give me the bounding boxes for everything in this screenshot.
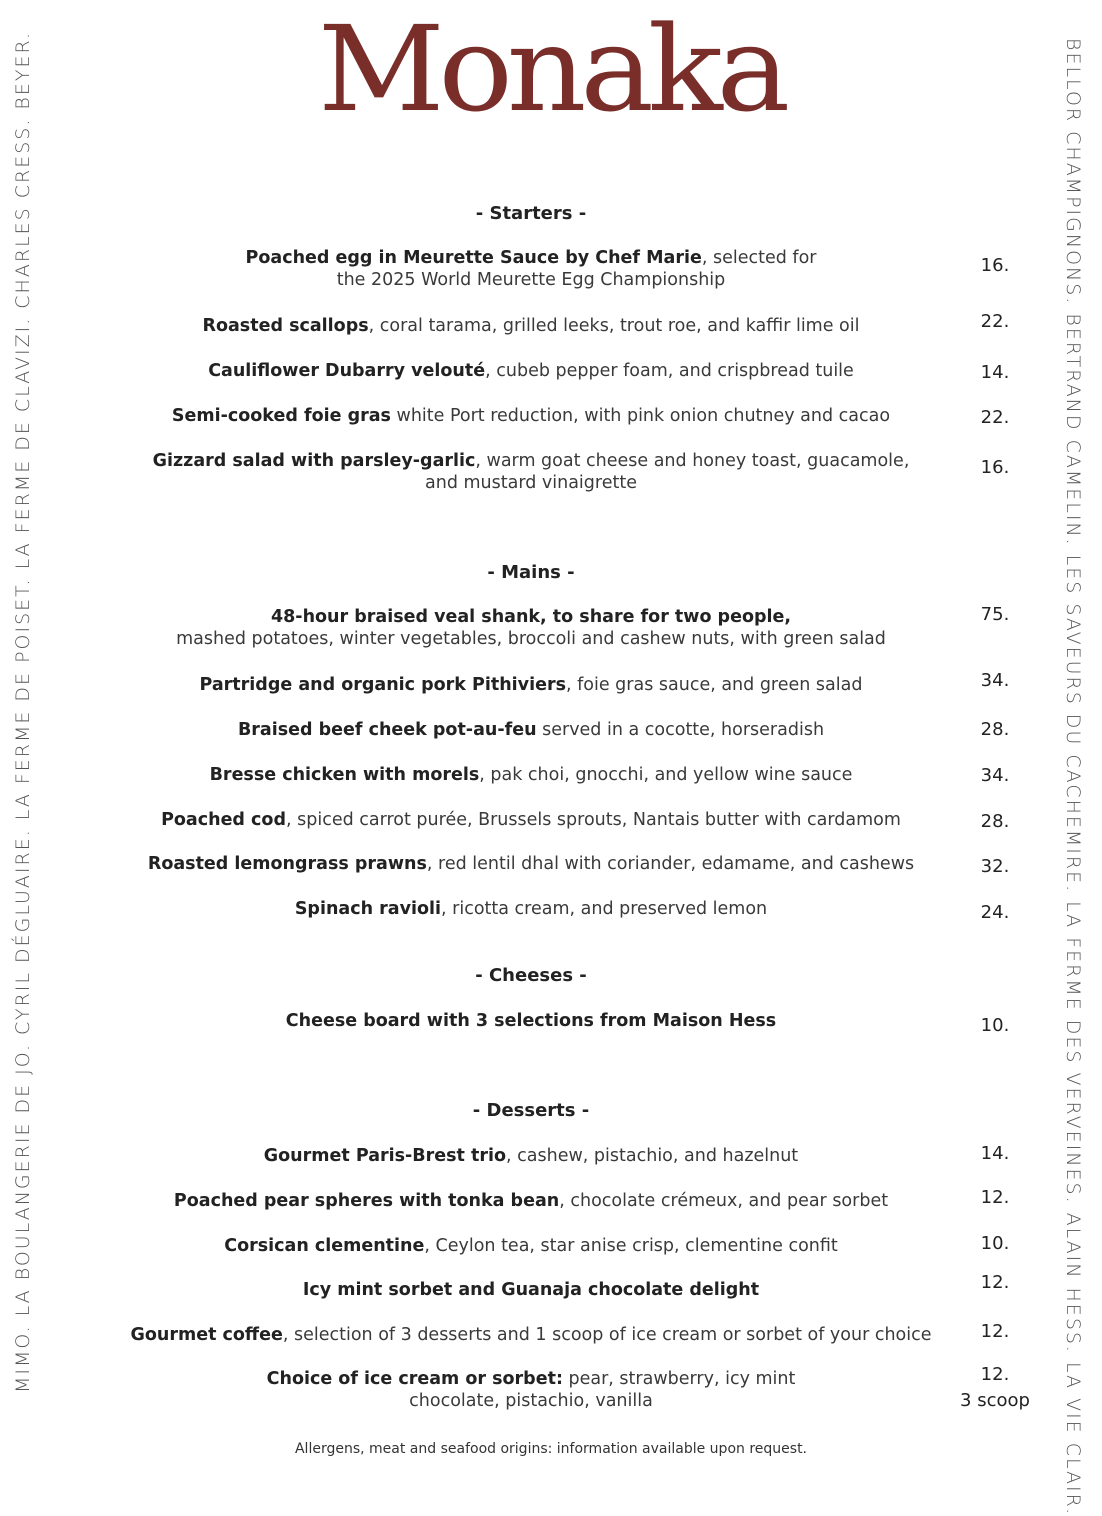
item-desc-2: the 2025 World Meurette Egg Championship bbox=[336, 270, 726, 290]
menu-item bbox=[140, 1279, 922, 1301]
section-title-starters: - Starters - bbox=[475, 203, 587, 224]
item-price: 12. bbox=[980, 1187, 1010, 1208]
item-desc: , Ceylon tea, star anise crisp, clementine confit bbox=[424, 1236, 838, 1256]
item-price: 12. bbox=[980, 1364, 1010, 1385]
item-name: Braised beef cheek pot-au-feu bbox=[237, 720, 537, 740]
menu-item bbox=[140, 1010, 922, 1032]
item-price: 16. bbox=[980, 457, 1010, 478]
item-desc-2: mashed potatoes, winter vegetables, broccoli and cashew nuts, with green salad bbox=[176, 629, 886, 649]
item-price: 34. bbox=[980, 670, 1010, 691]
item-desc: , red lentil dhal with coriander, edamame, and cashews bbox=[426, 854, 915, 874]
menu-item bbox=[140, 764, 922, 786]
item-name: Icy mint sorbet and Guanaja chocolate delight bbox=[302, 1280, 760, 1300]
menu-item bbox=[140, 898, 922, 920]
item-name: Semi-cooked foie gras bbox=[171, 406, 391, 426]
item-name: Corsican clementine bbox=[224, 1236, 425, 1256]
menu-item bbox=[140, 315, 922, 337]
item-desc-2: chocolate, pistachio, vanilla bbox=[409, 1391, 653, 1411]
section-title-mains: - Mains - bbox=[487, 562, 575, 583]
brand-logo: Monaka bbox=[317, 0, 785, 138]
item-name: Gourmet Paris-Brest trio bbox=[263, 1146, 507, 1166]
item-price: 10. bbox=[980, 1015, 1010, 1036]
item-desc: , pak choi, gnocchi, and yellow wine sauce bbox=[479, 765, 853, 785]
menu-item bbox=[140, 606, 922, 650]
menu-item bbox=[140, 853, 922, 875]
item-name: Poached pear spheres with tonka bean bbox=[173, 1191, 560, 1211]
item-name: Roasted lemongrass prawns bbox=[147, 854, 427, 874]
menu-item bbox=[140, 1368, 922, 1412]
item-name: Poached cod bbox=[161, 810, 286, 830]
menu-item bbox=[140, 674, 922, 696]
item-name: Bresse chicken with morels bbox=[209, 765, 480, 785]
item-desc: served in a cocotte, horseradish bbox=[536, 720, 825, 740]
allergen-footer: Allergens, meat and seafood origins: information available upon request. bbox=[294, 1441, 808, 1457]
item-name: Gizzard salad with parsley-garlic bbox=[152, 451, 476, 471]
item-name: Spinach ravioli bbox=[294, 899, 442, 919]
section-title-cheeses: - Cheeses - bbox=[475, 965, 587, 986]
item-desc: , selection of 3 desserts and 1 scoop of ice cream or sorbet of your choice bbox=[282, 1325, 932, 1345]
item-name: Cheese board with 3 selections from Maison Hess bbox=[285, 1011, 777, 1031]
menu-item bbox=[120, 1324, 942, 1346]
item-name: 48-hour braised veal shank, to share for two people, bbox=[270, 607, 792, 627]
menu-item bbox=[140, 405, 922, 427]
item-price: 28. bbox=[980, 811, 1010, 832]
item-name: Poached egg in Meurette Sauce by Chef Marie bbox=[245, 248, 702, 268]
menu-item bbox=[140, 809, 922, 831]
menu-item bbox=[140, 1235, 922, 1257]
suppliers-right-text: BELLOR CHAMPIGNONS. BERTRAND CAMELIN. LES SAVEURS DU CACHEMIRE. LA FERME DES VERVEINES. ALAIN HESS. LA VIE CLAIR. bbox=[1062, 38, 1084, 1516]
item-desc: , chocolate crémeux, and pear sorbet bbox=[559, 1191, 889, 1211]
item-name: Partridge and organic pork Pithiviers bbox=[199, 675, 566, 695]
item-price: 12. bbox=[980, 1321, 1010, 1342]
item-desc: , cashew, pistachio, and hazelnut bbox=[506, 1146, 799, 1166]
item-desc-2: and mustard vinaigrette bbox=[425, 473, 637, 493]
menu-item bbox=[140, 1190, 922, 1212]
item-name: Roasted scallops bbox=[202, 316, 369, 336]
item-price: 24. bbox=[980, 902, 1010, 923]
item-name: Gourmet coffee bbox=[130, 1325, 283, 1345]
item-price: 32. bbox=[980, 856, 1010, 877]
item-desc: , foie gras sauce, and green salad bbox=[566, 675, 863, 695]
item-desc: , cubeb pepper foam, and crispbread tuile bbox=[485, 361, 854, 381]
menu-item bbox=[140, 719, 922, 741]
item-price: 10. bbox=[980, 1233, 1010, 1254]
item-price: 14. bbox=[980, 1143, 1010, 1164]
item-price: 14. bbox=[980, 362, 1010, 383]
menu-item bbox=[140, 360, 922, 382]
item-desc: , selected for bbox=[701, 248, 817, 268]
item-price: 16. bbox=[980, 255, 1010, 276]
item-desc: , coral tarama, grilled leeks, trout roe, and kaffir lime oil bbox=[368, 316, 860, 336]
item-desc: , ricotta cream, and preserved lemon bbox=[441, 899, 768, 919]
menu-item bbox=[140, 247, 922, 291]
item-price: 22. bbox=[980, 407, 1010, 428]
suppliers-left-text: MIMO. LA BOULANGERIE DE JO. CYRIL DÉGLUAIRE. LA FERME DE POISET. LA FERME DE CLAVIZI. CHARLES CRESS. BEYER. bbox=[12, 30, 34, 1393]
section-title-desserts: - Desserts - bbox=[472, 1100, 590, 1121]
item-price: 75. bbox=[980, 604, 1010, 625]
item-price: 22. bbox=[980, 311, 1010, 332]
item-name: Choice of ice cream or sorbet: bbox=[266, 1369, 563, 1389]
item-desc: pear, strawberry, icy mint bbox=[562, 1369, 796, 1389]
item-price: 34. bbox=[980, 765, 1010, 786]
item-name: Cauliflower Dubarry velouté bbox=[208, 361, 486, 381]
item-desc: , spiced carrot purée, Brussels sprouts, Nantais butter with cardamom bbox=[285, 810, 901, 830]
menu-item bbox=[140, 450, 922, 494]
menu-item bbox=[140, 1145, 922, 1167]
item-price: 12. bbox=[980, 1272, 1010, 1293]
item-desc: white Port reduction, with pink onion chutney and cacao bbox=[390, 406, 891, 426]
item-price-note: 3 scoop bbox=[960, 1390, 1030, 1411]
item-desc: , warm goat cheese and honey toast, guacamole, bbox=[475, 451, 910, 471]
item-price: 28. bbox=[980, 719, 1010, 740]
